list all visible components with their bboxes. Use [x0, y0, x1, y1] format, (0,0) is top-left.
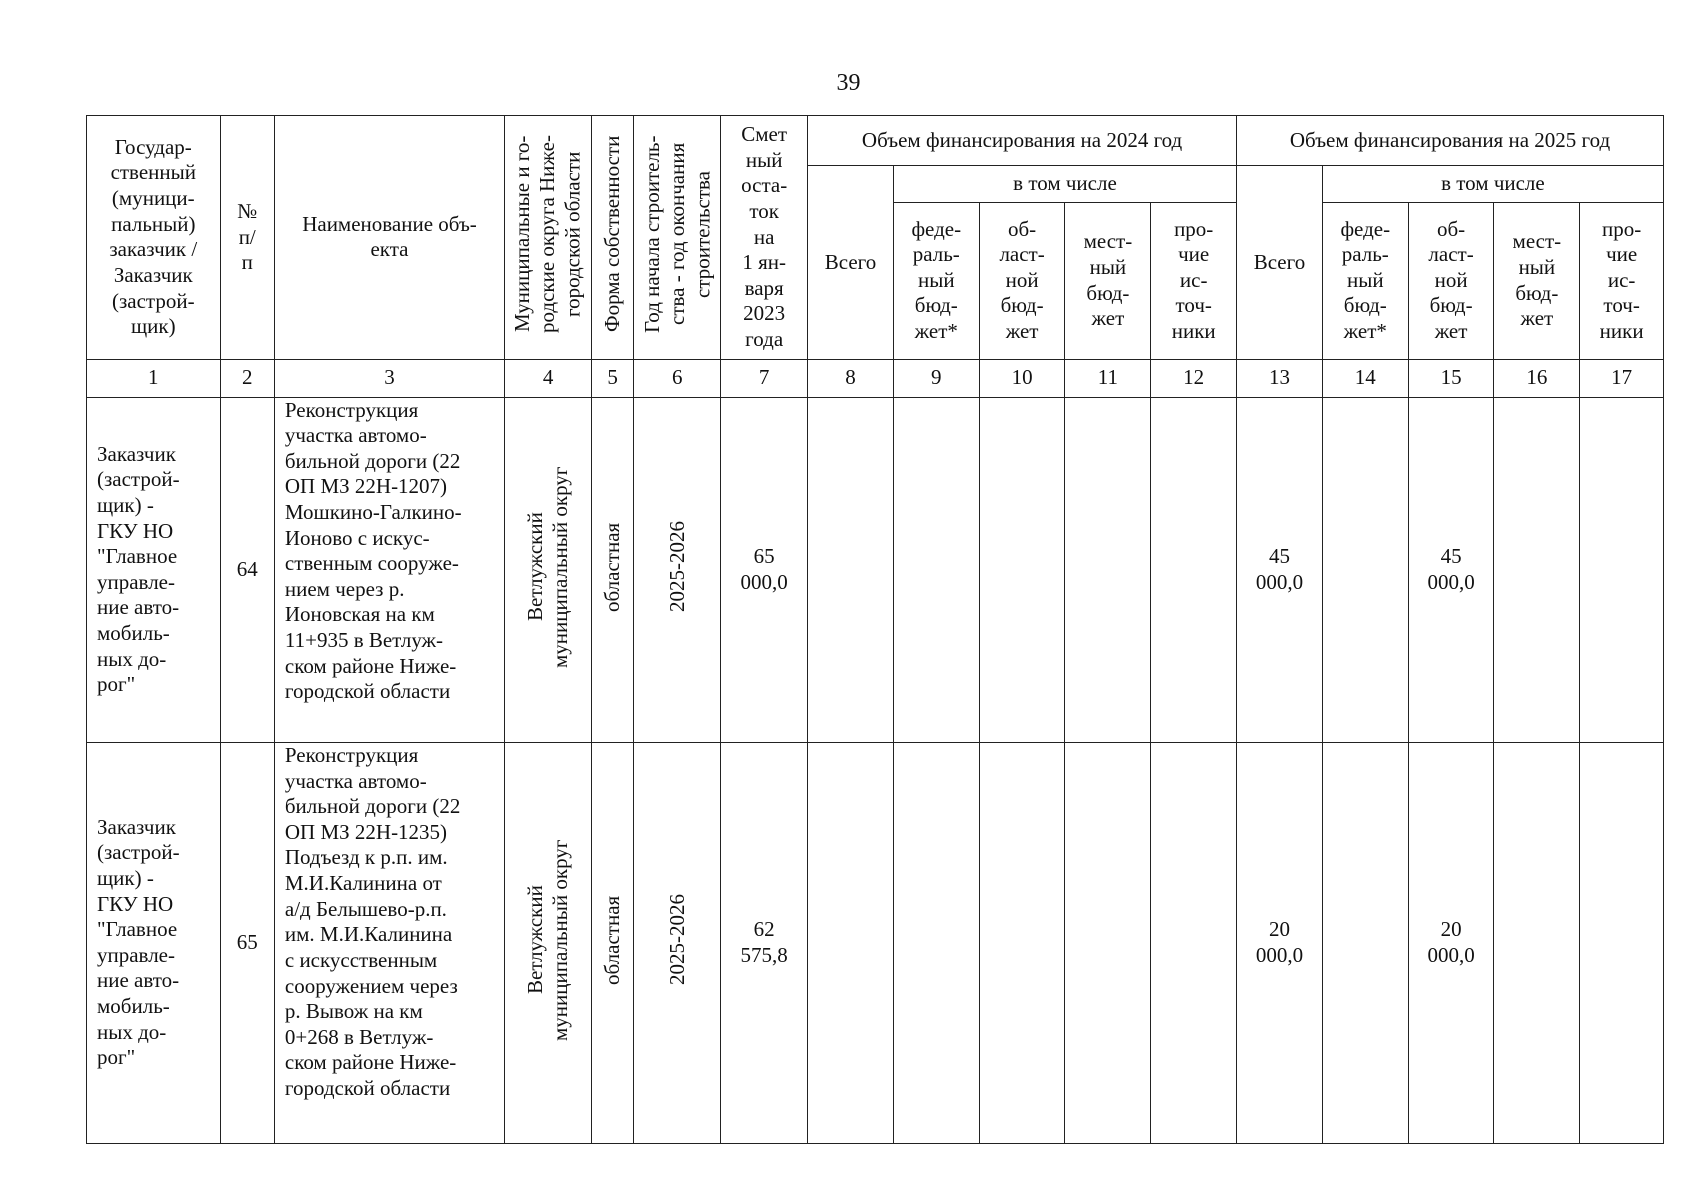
header-other-2024-label: про- чие ис- точ- ники [1171, 216, 1216, 344]
table-row [87, 743, 1664, 1144]
header-number [220, 116, 274, 360]
header-district-label: Муниципальные и го- родские округа Ниже- городской области [510, 135, 585, 333]
header-estimate [721, 116, 808, 360]
cell-other-2025 [1580, 743, 1664, 1144]
header-local-2024-label: мест- ный бюд- жет [1083, 229, 1133, 331]
header-other-2025-label: про- чие ис- точ- ники [1599, 216, 1644, 344]
cell-estimate [721, 743, 808, 1144]
column-number: 16 [1494, 359, 1580, 397]
cell-total-2025 [1237, 397, 1323, 742]
table-row [87, 397, 1664, 742]
header-years-label: Год начала строитель- ства - год окончания строительства [639, 135, 714, 333]
header-object-name-label: Наименование объ- екта [302, 211, 477, 262]
cell-regional-2024 [979, 743, 1065, 1144]
cell-years [634, 743, 721, 1144]
column-number: 15 [1408, 359, 1494, 397]
cell-customer-text: Заказчик (застрой- щик) - ГКУ НО "Главное управле- ние авто- мобиль- ных до- рог" [97, 814, 180, 1070]
column-number: 10 [979, 359, 1065, 397]
header-regional-2025-label: об- ласт- ной бюд- жет [1428, 216, 1474, 344]
cell-local-2025 [1494, 397, 1580, 742]
cell-federal-2025 [1322, 743, 1408, 1144]
cell-federal-2024 [893, 743, 979, 1144]
header-total-2025 [1237, 166, 1323, 360]
cell-other-2024 [1151, 397, 1237, 742]
cell-district [505, 397, 592, 742]
cell-other-2024 [1151, 743, 1237, 1144]
column-number: 13 [1237, 359, 1323, 397]
header-regional-2024-label: об- ласт- ной бюд- жет [999, 216, 1045, 344]
header-regional-2025 [1408, 202, 1494, 359]
header-number-label: № п/ п [237, 198, 258, 275]
header-district [505, 116, 592, 360]
column-number: 9 [893, 359, 979, 397]
header-federal-2024 [893, 202, 979, 359]
cell-total-2024 [808, 397, 894, 742]
header-customer [87, 116, 221, 360]
column-number: 11 [1065, 359, 1151, 397]
cell-estimate-text: 62 575,8 [740, 917, 788, 967]
header-ownership-label: Форма собственности [600, 135, 625, 333]
column-number: 5 [592, 359, 634, 397]
header-financing-2024-label: Объем финансирования на 2024 год [861, 127, 1183, 152]
cell-ownership-text: областная [600, 521, 625, 612]
cell-total-2025 [1237, 743, 1323, 1144]
cell-other-2025 [1580, 397, 1664, 742]
header-including-2024 [893, 166, 1236, 203]
header-federal-2024-label: феде- раль- ный бюд- жет* [911, 216, 962, 344]
cell-ownership-text: областная [600, 894, 625, 985]
cell-customer-text: Заказчик (застрой- щик) - ГКУ НО "Главное управле- ние авто- мобиль- ных до- рог" [97, 441, 180, 697]
cell-object-name [274, 397, 504, 742]
column-number: 17 [1580, 359, 1664, 397]
cell-total-2024 [808, 743, 894, 1144]
cell-object-name [274, 743, 504, 1144]
cell-customer [87, 743, 221, 1144]
cell-object-name-text: Реконструкция участка автомо- бильной дороги (22 ОП МЗ 22Н-1207) Мошкино-Галкино- Ионово с искус- ственным сооруже- нием через р. Ионовская на км 11+935 в Ветлуж- ском районе Ниже- городской области [284, 397, 462, 704]
header-federal-2025-label: феде- раль- ный бюд- жет* [1340, 216, 1391, 344]
header-years [634, 116, 721, 360]
header-other-2025 [1580, 202, 1664, 359]
header-including-2024-label: в том числе [1013, 171, 1117, 195]
column-number: 6 [634, 359, 721, 397]
header-financing-2024 [808, 116, 1237, 166]
column-number: 12 [1151, 359, 1237, 397]
column-number: 3 [274, 359, 504, 397]
cell-number: 64 [220, 397, 274, 742]
financing-table [86, 115, 1664, 1144]
cell-regional-2025-text: 45 000,0 [1427, 544, 1475, 594]
header-financing-2025 [1237, 116, 1664, 166]
column-number: 14 [1322, 359, 1408, 397]
header-object-name [274, 116, 504, 360]
page-number: 39 [836, 70, 861, 96]
cell-local-2024 [1065, 397, 1151, 742]
cell-years [634, 397, 721, 742]
column-number: 8 [808, 359, 894, 397]
cell-total-2025-text: 20 000,0 [1255, 917, 1304, 967]
cell-total-2025-text: 45 000,0 [1255, 544, 1304, 594]
cell-ownership [592, 743, 634, 1144]
header-including-2025-label: в том числе [1441, 171, 1545, 195]
cell-federal-2024 [893, 397, 979, 742]
header-customer-label: Государ- ственный (муници- пальный) заказчик / Заказчик (застрой- щик) [109, 134, 198, 339]
header-total-2025-label: Всего [1253, 249, 1306, 274]
cell-local-2025 [1494, 743, 1580, 1144]
cell-regional-2025 [1408, 743, 1494, 1144]
cell-estimate [721, 397, 808, 742]
cell-years-text: 2025-2026 [664, 521, 689, 612]
header-local-2025-label: мест- ный бюд- жет [1512, 229, 1562, 331]
cell-district-text: Ветлужский муниципальный округ [522, 838, 573, 1041]
cell-customer [87, 397, 221, 742]
column-number: 4 [505, 359, 592, 397]
header-local-2025 [1494, 202, 1580, 359]
header-estimate-label: Смет ный оста- ток на 1 ян- варя 2023 года [741, 122, 788, 351]
cell-estimate-text: 65 000,0 [740, 544, 788, 594]
column-numbers-row [87, 359, 1664, 397]
header-financing-2025-label: Объем финансирования на 2025 год [1289, 127, 1611, 152]
cell-district-text: Ветлужский муниципальный округ [522, 465, 573, 668]
cell-regional-2024 [979, 397, 1065, 742]
header-total-2024-label: Всего [824, 249, 877, 274]
header-other-2024 [1151, 202, 1237, 359]
cell-local-2024 [1065, 743, 1151, 1144]
cell-ownership [592, 397, 634, 742]
column-number: 1 [87, 359, 221, 397]
header-federal-2025 [1322, 202, 1408, 359]
header-regional-2024 [979, 202, 1065, 359]
header-total-2024 [808, 166, 894, 360]
column-number: 7 [721, 359, 808, 397]
cell-years-text: 2025-2026 [664, 894, 689, 985]
column-number: 2 [220, 359, 274, 397]
cell-district [505, 743, 592, 1144]
cell-regional-2025 [1408, 397, 1494, 742]
header-local-2024 [1065, 202, 1151, 359]
header-ownership [592, 116, 634, 360]
cell-number: 65 [220, 743, 274, 1144]
cell-regional-2025-text: 20 000,0 [1427, 917, 1475, 967]
cell-object-name-text: Реконструкция участка автомо- бильной дороги (22 ОП МЗ 22Н-1235) Подъезд к р.п. им. М.И.Калинина от а/д Белышево-р.п. им. М.И.Калинина с искусственным сооружением через р. Вывож на км 0+268 в Ветлуж- ском районе Ниже- городской области [284, 743, 461, 1100]
header-including-2025 [1322, 166, 1663, 203]
cell-federal-2025 [1322, 397, 1408, 742]
